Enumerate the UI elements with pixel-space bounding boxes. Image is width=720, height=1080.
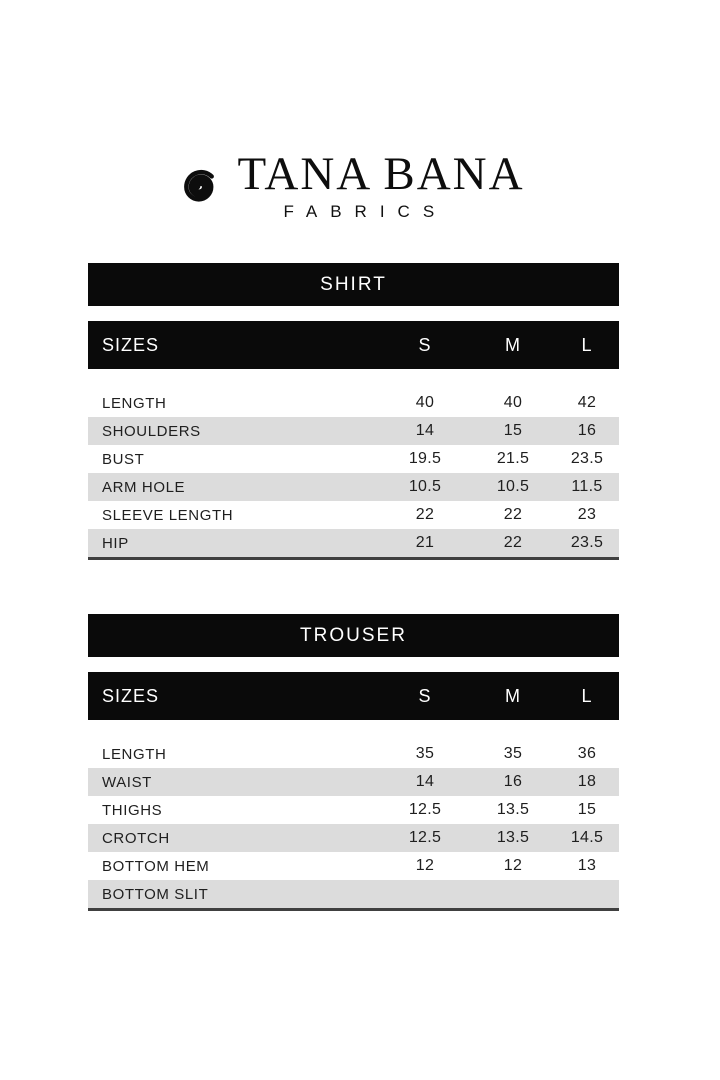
size-row-bust <box>88 445 619 473</box>
size-value-s: 22 <box>415 506 435 523</box>
trouser-sizes-header <box>88 672 619 720</box>
size-value-l: 14.5 <box>570 829 604 846</box>
size-value-m: 22 <box>503 506 523 523</box>
trouser-title: TROUSER <box>300 624 407 646</box>
size-value-s: 21 <box>415 534 435 551</box>
size-value-s: 40 <box>415 394 435 411</box>
size-row-bottom-slit <box>88 880 619 908</box>
size-row-length <box>88 740 619 768</box>
size-value-m: 16 <box>503 773 523 790</box>
size-value-m: 21.5 <box>496 450 530 467</box>
size-value-l: 23.5 <box>570 534 604 551</box>
column-header-m: M <box>505 685 521 706</box>
measurement-label: ARM HOLE <box>102 478 186 496</box>
sizes-label: SIZES <box>102 685 160 706</box>
shirt-measurement-rows <box>88 389 619 560</box>
size-value-l: 36 <box>577 745 597 762</box>
shirt-title: SHIRT <box>320 273 387 295</box>
measurement-label: LENGTH <box>102 394 167 412</box>
shirt-sizes-header <box>88 321 619 369</box>
size-value-s: 35 <box>415 745 435 762</box>
size-row-arm-hole <box>88 473 619 501</box>
measurement-label: HIP <box>102 534 129 552</box>
trouser-measurement-rows <box>88 740 619 911</box>
size-value-m: 10.5 <box>496 478 530 495</box>
size-value-m: 40 <box>503 394 523 411</box>
size-value-s: 19.5 <box>408 450 442 467</box>
column-header-m: M <box>505 334 521 355</box>
column-header-s: S <box>418 685 432 706</box>
size-value-l: 13 <box>577 857 597 874</box>
measurement-label: BOTTOM SLIT <box>102 885 209 903</box>
shirt-size-chart <box>88 263 619 560</box>
measurement-label: THIGHS <box>102 801 163 819</box>
measurement-label: BOTTOM HEM <box>102 857 210 875</box>
size-value-m: 22 <box>503 534 523 551</box>
size-value-l: 11.5 <box>571 478 603 495</box>
size-value-m: 35 <box>503 745 523 762</box>
size-value-s: 14 <box>415 422 435 439</box>
column-header-l: L <box>581 685 593 706</box>
brand-logo <box>0 150 710 222</box>
measurement-label: LENGTH <box>102 745 167 763</box>
size-value-m: 13.5 <box>496 801 530 818</box>
measurement-label: WAIST <box>102 773 152 791</box>
size-value-m: 12 <box>503 857 523 874</box>
size-row-sleeve-length <box>88 501 619 529</box>
size-value-s: 12 <box>415 857 435 874</box>
trouser-size-chart <box>88 614 619 911</box>
size-value-l: 18 <box>577 773 597 790</box>
size-value-l: 23.5 <box>570 450 604 467</box>
measurement-label: CROTCH <box>102 829 170 847</box>
size-value-l: 15 <box>577 801 597 818</box>
size-row-shoulders <box>88 417 619 445</box>
sizes-label: SIZES <box>102 334 160 355</box>
size-row-thighs <box>88 796 619 824</box>
trouser-title-bar <box>88 614 619 657</box>
measurement-label: SHOULDERS <box>102 422 201 440</box>
measurement-label: SLEEVE LENGTH <box>102 506 234 524</box>
size-row-hip <box>88 529 619 557</box>
size-value-m: 13.5 <box>496 829 530 846</box>
size-row-bottom-hem <box>88 852 619 880</box>
brand-text-block <box>237 150 524 222</box>
size-value-l: 23 <box>577 506 597 523</box>
measurement-label: BUST <box>102 450 145 468</box>
size-value-s: 14 <box>415 773 435 790</box>
column-header-s: S <box>418 334 432 355</box>
shirt-title-bar <box>88 263 619 306</box>
size-row-crotch <box>88 824 619 852</box>
size-value-l: 42 <box>577 394 597 411</box>
size-value-l: 16 <box>577 422 597 439</box>
size-value-m: 15 <box>503 422 523 439</box>
size-value-s: 10.5 <box>408 478 442 495</box>
size-row-length <box>88 389 619 417</box>
size-row-waist <box>88 768 619 796</box>
brand-subtitle: FABRICS <box>283 202 448 222</box>
brand-name: TANA BANA <box>237 148 525 200</box>
spiral-icon <box>175 160 221 210</box>
column-header-l: L <box>581 334 593 355</box>
size-value-s: 12.5 <box>408 829 442 846</box>
size-value-s: 12.5 <box>408 801 442 818</box>
